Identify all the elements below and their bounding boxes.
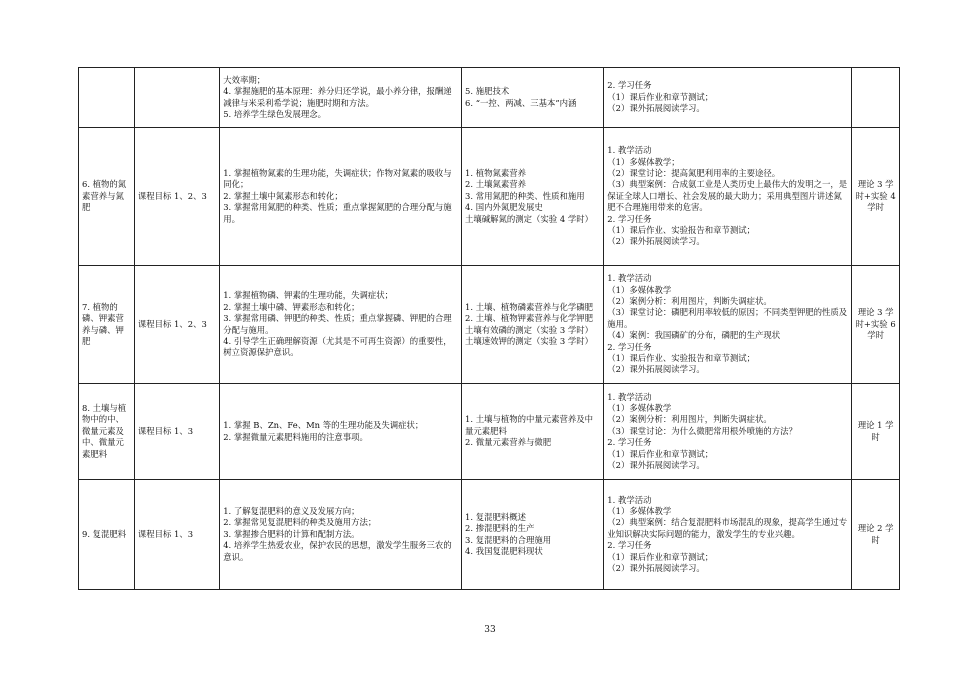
cell-line: 4. 国内外氮肥发展史: [465, 202, 543, 213]
cell-line: （1）课后作业、实验报告和章节测试；: [607, 353, 755, 364]
cell-line: 7. 植物的磷、钾素营养与磷、钾肥: [82, 301, 124, 346]
cell-line: 5. 施肥技术: [465, 86, 510, 97]
cell-line: （2）典型案例：结合复混肥料市场混乱的现象，提高学生通过专业知识解决实际问题的能力，激发学生的专业兴趣。: [607, 517, 848, 539]
cell-line: 3. 掌握常用氮肥的种类、性质；重点掌握氮肥的合理分配与施用。: [223, 202, 452, 224]
methods-cell: [604, 480, 852, 590]
cell-line: 土壤碱解氮的测定（实验 4 学时）: [465, 213, 593, 224]
cell-line: （2）课外拓展阅读学习。: [607, 236, 705, 247]
methods-cell: [604, 68, 852, 128]
methods-cell: [604, 128, 852, 266]
table-row: [79, 384, 900, 480]
cell-line: 9. 复混肥料: [82, 528, 127, 539]
cell-line: 8. 土壤与植物中的中、微量元素及中、微量元素肥料: [82, 402, 127, 459]
cell-line: （3）典型案例：合成氨工业是人类历史上最伟大的发明之一，是保证全球人口增长、社会发展的最大助力；采用典型图片讲述氮肥不合理施用带来的危害。: [607, 179, 848, 213]
cell-line: （1）课后作业和章节测试；: [607, 551, 714, 562]
cell-line: 2. 学习任务: [607, 540, 652, 551]
requirements-cell: [220, 128, 462, 266]
table-row: [79, 266, 900, 384]
cell-line: 5. 培养学生绿色发展理念。: [223, 108, 326, 119]
objective-cell: [134, 128, 219, 266]
cell-line: 2. 学习任务: [607, 213, 652, 224]
cell-line: 1. 教学活动: [607, 145, 652, 156]
cell-line: 1. 掌握植物氮素的生理功能，失调症状；作物对氮素的吸收与同化；: [223, 167, 452, 190]
cell-line: 1. 复混肥料概述: [465, 511, 526, 522]
cell-line: （2）案例分析：利用图片，判断失调症状。: [607, 414, 772, 425]
cell-line: （2）课外拓展阅读学习。: [607, 563, 705, 574]
cell-line: 6. “一控、两减、三基本”内涵: [465, 97, 577, 108]
cell-line: 1. 植物氮素营养: [465, 167, 526, 178]
content-cell: [462, 266, 604, 384]
hours-cell: [852, 68, 900, 128]
cell-line: 课程目标 1、3: [137, 528, 194, 539]
cell-line: 理论 3 学时+实验 4 学时: [855, 179, 896, 213]
methods-cell: [604, 266, 852, 384]
requirements-cell: [220, 480, 462, 590]
cell-line: （1）课后作业和章节测试；: [607, 91, 714, 102]
content-cell: [462, 68, 604, 128]
chapter-cell: [79, 480, 135, 590]
cell-line: 4. 我国复混肥料现状: [465, 545, 543, 556]
cell-line: 1. 教学活动: [607, 273, 652, 284]
cell-line: 2. 掌握常见复混肥料的种类及施用方法；: [223, 517, 377, 528]
cell-line: 2. 学习任务: [607, 341, 652, 352]
hours-cell: [852, 128, 900, 266]
page-number: 33: [484, 625, 496, 635]
cell-line: 理论 3 学时+实验 6 学时: [855, 307, 896, 341]
cell-line: 1. 了解复混肥料的意义及发展方向；: [223, 505, 360, 516]
cell-line: （1）课后作业、实验报告和章节测试；: [607, 225, 755, 236]
cell-line: （3）课堂讨论：为什么微肥常用根外喷施的方法？: [607, 425, 797, 436]
cell-line: 2. 学习任务: [607, 437, 652, 448]
cell-line: （2）课外拓展阅读学习。: [607, 103, 705, 114]
content-cell: [462, 384, 604, 480]
cell-line: 1. 掌握 B、Zn、Fe、Mn 等的生理功能及失调症状；: [223, 420, 424, 431]
chapter-cell: [79, 384, 135, 480]
objective-cell: [134, 266, 219, 384]
cell-line: 土壤有效磷的测定（实验 3 学时）: [465, 324, 593, 335]
cell-line: 1. 掌握植物磷、钾素的生理功能，失调症状；: [223, 290, 393, 301]
hours-cell: [852, 480, 900, 590]
objective-cell: [134, 68, 219, 128]
cell-line: 2. 掌握微量元素肥料施用的注意事项。: [223, 431, 368, 442]
cell-line: 3. 掌握掺合肥料的计算和配制方法。: [223, 528, 360, 539]
cell-line: 1. 土壤与植物的中量元素营养及中量元素肥料: [465, 414, 593, 436]
course-content-table: [78, 67, 900, 590]
chapter-cell: [79, 266, 135, 384]
cell-line: 理论 2 学时: [857, 523, 894, 545]
hours-cell: [852, 384, 900, 480]
objective-cell: [134, 384, 219, 480]
chapter-cell: [79, 68, 135, 128]
cell-line: 2. 微量元素营养与微肥: [465, 437, 552, 448]
hours-cell: [852, 266, 900, 384]
cell-line: 1. 教学活动: [607, 494, 652, 505]
cell-line: 1. 教学活动: [607, 391, 652, 402]
cell-line: 2. 土壤氮素营养: [465, 179, 526, 190]
cell-line: 3. 常用氮肥的种类、性质和施用: [465, 190, 585, 201]
cell-line: 2. 土壤、植物钾素营养与化学钾肥: [465, 313, 593, 324]
table-row: [79, 68, 900, 128]
cell-line: （2）课外拓展阅读学习。: [607, 460, 705, 471]
cell-line: 3. 掌握常用磷、钾肥的种类、性质；重点掌握磷、钾肥的合理分配与施用。: [223, 313, 452, 335]
cell-line: （1）多媒体教学: [607, 402, 672, 413]
cell-line: 大效率期；: [223, 74, 266, 85]
cell-line: 土壤速效钾的测定（实验 3 学时）: [465, 335, 593, 346]
cell-line: （1）多媒体教学；: [607, 156, 680, 167]
cell-line: 课程目标 1、3: [137, 425, 194, 436]
cell-line: 2. 掺混肥料的生产: [465, 523, 535, 534]
chapter-cell: [79, 128, 135, 266]
cell-line: 理论 1 学时: [857, 420, 894, 442]
requirements-cell: [220, 384, 462, 480]
cell-line: （1）多媒体教学: [607, 284, 672, 295]
cell-line: 2. 掌握土壤中磷、钾素形态和转化；: [223, 301, 360, 312]
objective-cell: [134, 480, 219, 590]
cell-line: 2. 学习任务: [607, 80, 652, 91]
cell-line: 6. 植物的氮素营养与氮肥: [82, 179, 127, 213]
cell-line: （2）案例分析：利用图片，判断失调症状。: [607, 295, 772, 306]
requirements-cell: [220, 266, 462, 384]
cell-line: 1. 土壤、植物磷素营养与化学磷肥: [465, 301, 593, 312]
cell-line: 2. 掌握土壤中氮素形态和转化；: [223, 190, 343, 201]
cell-line: 课程目标 1、2、3: [137, 190, 207, 201]
cell-line: （4）案例：我国磷矿的分布，磷肥的生产现状: [607, 330, 781, 341]
cell-line: （2）课堂讨论：提高氮肥利用率的主要途径。: [607, 167, 781, 178]
content-cell: [462, 480, 604, 590]
cell-line: （3）课堂讨论：磷肥利用率较低的原因；不同类型钾肥的性质及施用。: [607, 307, 848, 329]
requirements-cell: [220, 68, 462, 128]
table-row: [79, 480, 900, 590]
table-row: [79, 128, 900, 266]
cell-line: 课程目标 1、2、3: [137, 318, 207, 329]
cell-line: 4. 掌握施肥的基本原理：养分归还学说，最小养分律，报酬递减律与米采利希学说；施肥时期和方法。: [223, 86, 452, 108]
cell-line: （1）多媒体教学: [607, 505, 672, 516]
content-cell: [462, 128, 604, 266]
cell-line: 3. 复混肥料的合理施用: [465, 534, 552, 545]
methods-cell: [604, 384, 852, 480]
cell-line: 4. 引导学生正确理解资源（尤其是不可再生资源）的重要性，树立资源保护意识。: [223, 335, 452, 358]
cell-line: （1）课后作业和章节测试；: [607, 448, 714, 459]
cell-line: （2）课外拓展阅读学习。: [607, 364, 705, 375]
cell-line: 4. 培养学生热爱农业，保护农民的思想，激发学生服务三农的意识。: [223, 540, 452, 562]
